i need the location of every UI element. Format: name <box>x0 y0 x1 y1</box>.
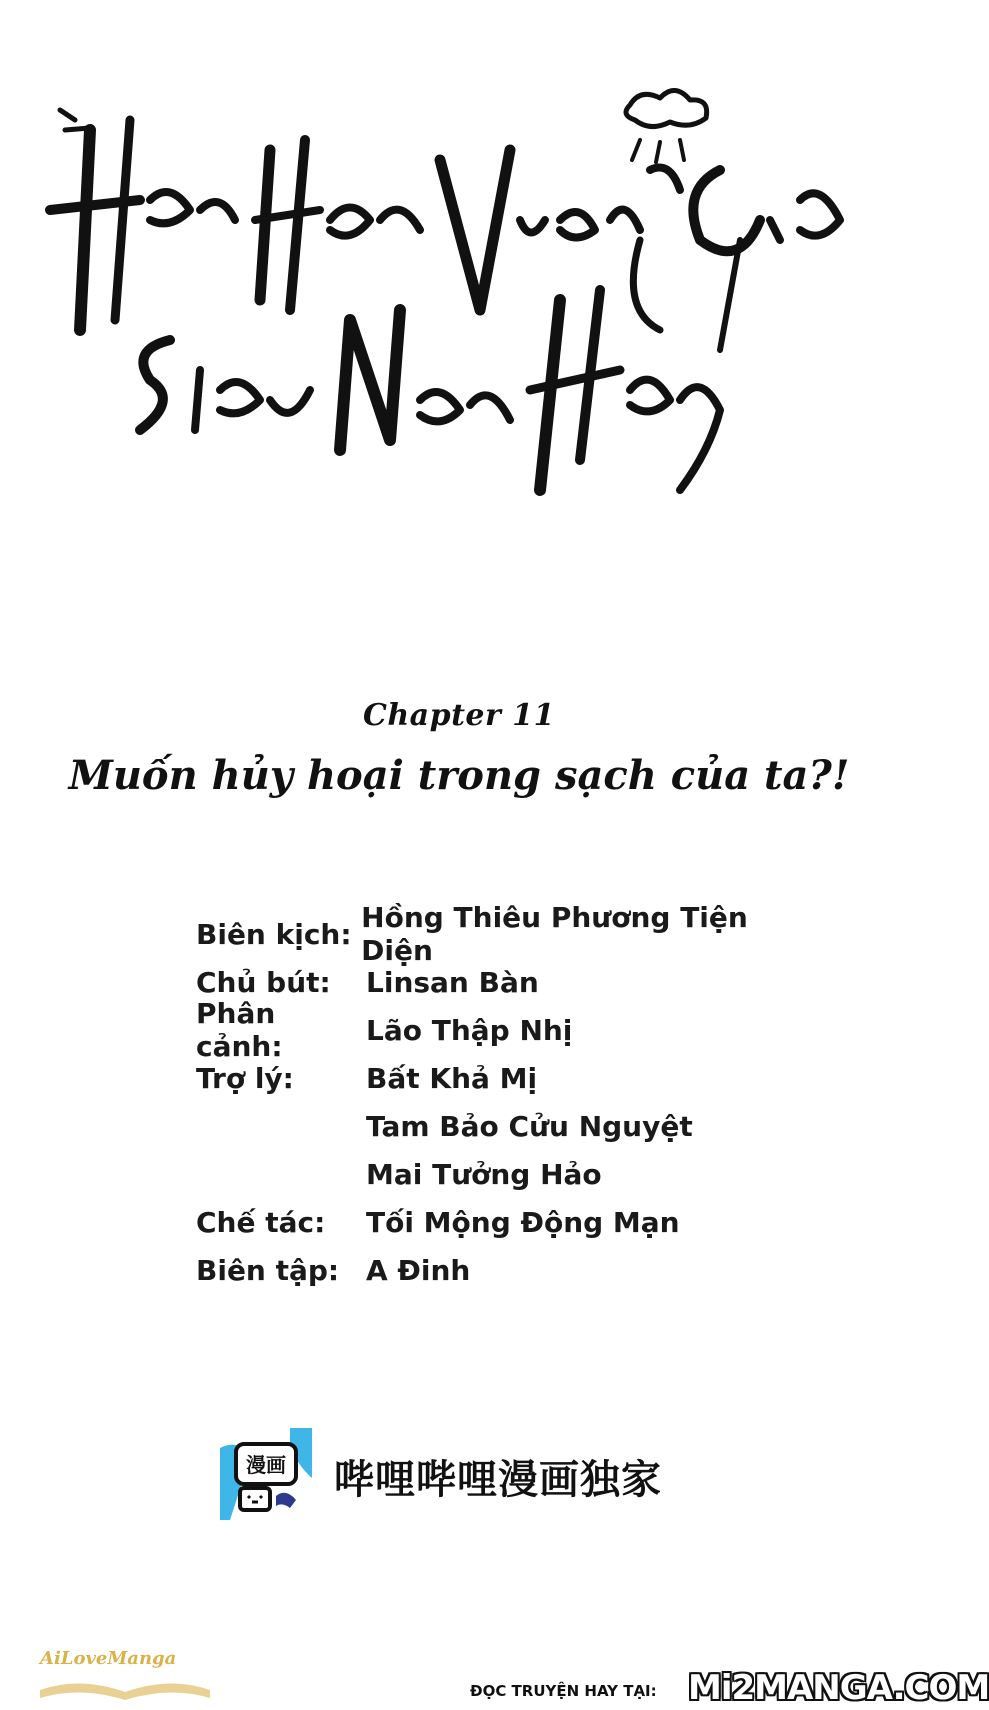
credit-row-production <box>196 1198 816 1246</box>
credit-label: Chủ bút: <box>196 965 331 999</box>
credit-value: Linsan Bàn <box>366 965 539 999</box>
credit-value: Bất Khả Mị <box>366 1061 538 1095</box>
watermark-left-text: AiLoveManga <box>40 1648 177 1669</box>
credit-row-assistant-3 <box>196 1150 816 1198</box>
credit-row-editor <box>196 1246 816 1294</box>
credit-value: Lão Thập Nhị <box>366 1013 573 1047</box>
credit-value: Tối Mộng Động Mạn <box>366 1205 680 1239</box>
credit-label: Chế tác: <box>196 1205 326 1239</box>
credit-row-screenwriter <box>196 901 816 967</box>
credit-label: Phân cảnh: <box>196 997 283 1063</box>
series-logo <box>20 70 900 510</box>
icon-text: 漫画 <box>246 1453 286 1477</box>
credit-label: Trợ lý: <box>196 1061 294 1095</box>
credit-row-storyboard <box>196 997 816 1063</box>
tv-mascot-icon <box>220 1428 312 1520</box>
watermark-read-at-label: ĐỌC TRUYỆN HAY TẠI: <box>470 1682 657 1700</box>
credit-value: A Đinh <box>366 1253 471 1287</box>
credits-list <box>196 901 816 1294</box>
credit-value: Mai Tưởng Hảo <box>366 1157 602 1191</box>
credit-value: Tam Bảo Cửu Nguyệt <box>366 1109 693 1143</box>
bilibili-manga-app-icon <box>220 1428 312 1520</box>
watermark-site-brand: Mi2MANGA.COM <box>688 1668 989 1708</box>
credit-label: Biên kịch: <box>196 917 352 951</box>
credit-row-assistant <box>196 1054 816 1102</box>
chapter-title: Muốn hủy hoại trong sạch của ta?! <box>68 752 850 799</box>
credit-row-assistant-2 <box>196 1102 816 1150</box>
calligraphy-title-art <box>20 70 900 510</box>
credit-label: Biên tập: <box>196 1253 340 1287</box>
credit-value: Hồng Thiêu Phương Tiện Diện <box>361 901 748 967</box>
publisher-exclusive-text: 哔哩哔哩漫画独家 <box>334 1457 662 1503</box>
chapter-number: Chapter 11 <box>362 698 556 733</box>
